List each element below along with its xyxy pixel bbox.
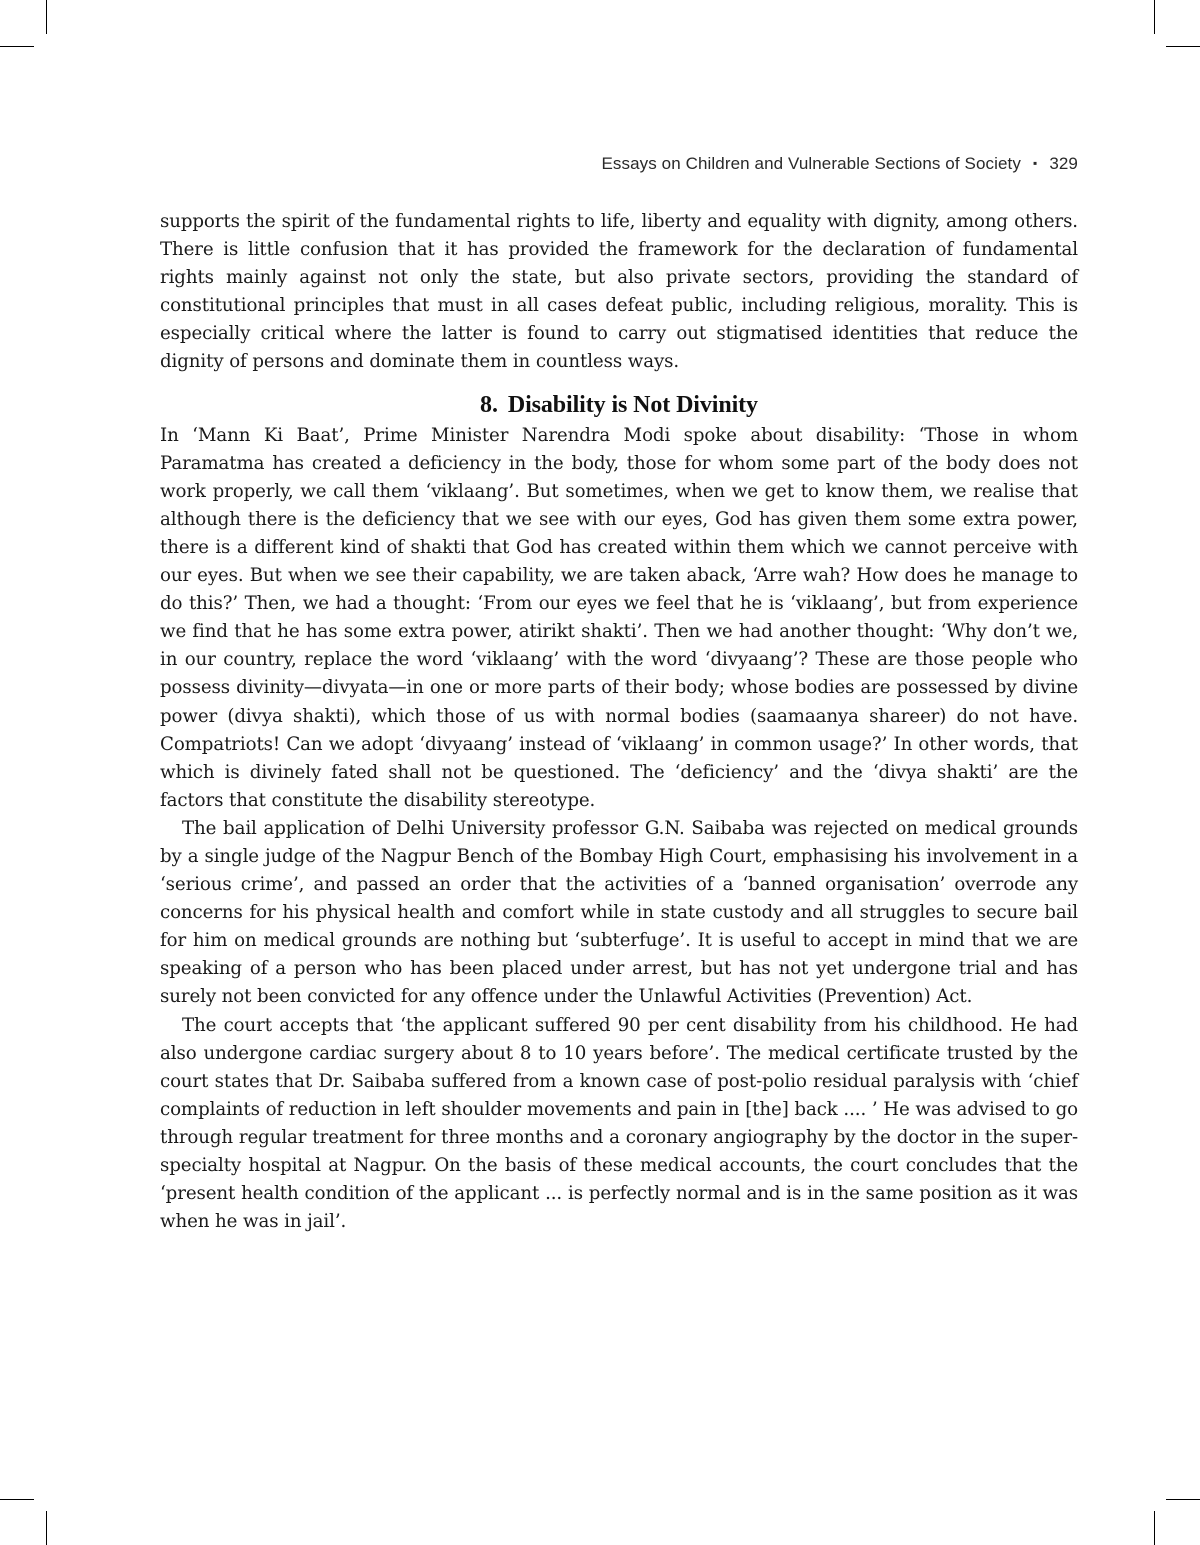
section-title: Disability is Not Divinity xyxy=(507,391,758,418)
crop-mark-bottom-left-horizontal xyxy=(0,1499,34,1500)
paragraph-bail-application: The bail application of Delhi University professor G.N. Saibaba was rejected on medical grounds by a single judge of the Nagpur Bench of the Bombay High Court, emphasising his involvement in a ‘serious crime’, and passed an order that the activities of a ‘banned organisation’ overrode any concerns for his physical health and comfort while in state custody and all struggles to secure bail for him on medical grounds are nothing but ‘subterfuge’. It is useful to accept in mind that we are speaking of a person who has been placed under arrest, but has not yet undergone trial and has surely not been convicted for any offence under the Unlawful Activities (Prevention) Act. xyxy=(160,817,1078,1008)
header-separator: ▪ xyxy=(1032,156,1038,170)
crop-mark-top-right-vertical xyxy=(1154,0,1155,34)
crop-mark-top-left-horizontal xyxy=(0,46,34,47)
section-heading xyxy=(160,388,1078,422)
page-body xyxy=(160,208,1078,1236)
crop-mark-bottom-right-horizontal xyxy=(1166,1499,1200,1500)
crop-mark-bottom-right-vertical xyxy=(1154,1511,1155,1545)
paragraph-court-accepts: The court accepts that ‘the applicant suffered 90 per cent disability from his childhood. He had also undergone cardiac surgery about 8 to 10 years before’. The medical certificate trusted by the court states that Dr. Saibaba suffered from a known case of post-polio residual paralysis with ‘chief complaints of reduction in left shoulder movements and pain in [the] back .... ’ He was advised to go through regular treatment for three months and a coronary angiography by the doctor in the super-specialty hospital at Nagpur. On the basis of these medical accounts, the court concludes that the ‘present health condition of the applicant ... is perfectly normal and is in the same position as it was when he was in jail’. xyxy=(160,1014,1078,1233)
paragraph-mann-ki-baat: In ‘Mann Ki Baat’, Prime Minister Narendra Modi spoke about disability: ‘Those in whom Paramatma has created a deficiency in the body, those for whom some part of the body does not work properly, we call them ‘viklaang’. But sometimes, when we get to know them, we realise that although there is the deficiency that we see with our eyes, God has given them some extra power, there is a different kind of shakti that God has created within them which we cannot perceive with our eyes. But when we see their capability, we are taken aback, ‘Arre wah? How does he manage to do this?’ Then, we had a thought: ‘From our eyes we feel that he is ‘viklaang’, but from experience we find that he has some extra power, atirikt shakti’. Then we had another thought: ‘Why don’t we, in our country, replace the word ‘viklaang’ with the word ‘divyaang’? These are those people who possess divinity—divyata—in one or more parts of their body; whose bodies are possessed by divine power (divya shakti), which those of us with normal bodies (saamaanya shareer) do not have. Compatriots! Can we adopt ‘divyaang’ instead of ‘viklaang’ in common usage?’ In other words, that which is divinely fated shall not be questioned. The ‘deficiency’ and the ‘divya shakti’ are the factors that constitute the disability stereotype. xyxy=(160,424,1078,811)
crop-mark-top-left-vertical xyxy=(46,0,47,34)
running-header xyxy=(160,154,1078,174)
page-number: 329 xyxy=(1049,154,1078,173)
intro-paragraph: supports the spirit of the fundamental rights to life, liberty and equality with dignity, among others. There is little confusion that it has provided the framework for the declaration of fundamental rights mainly against not only the state, but also private sectors, providing the standard of constitutional principles that must in all cases defeat public, including religious, morality. This is especially critical where the latter is found to carry out stigmatised identities that reduce the dignity of persons and dominate them in countless ways. xyxy=(160,211,1078,373)
section-number: 8. xyxy=(480,391,498,418)
running-title: Essays on Children and Vulnerable Sections of Society xyxy=(601,154,1021,173)
crop-mark-top-right-horizontal xyxy=(1166,46,1200,47)
crop-mark-bottom-left-vertical xyxy=(46,1511,47,1545)
